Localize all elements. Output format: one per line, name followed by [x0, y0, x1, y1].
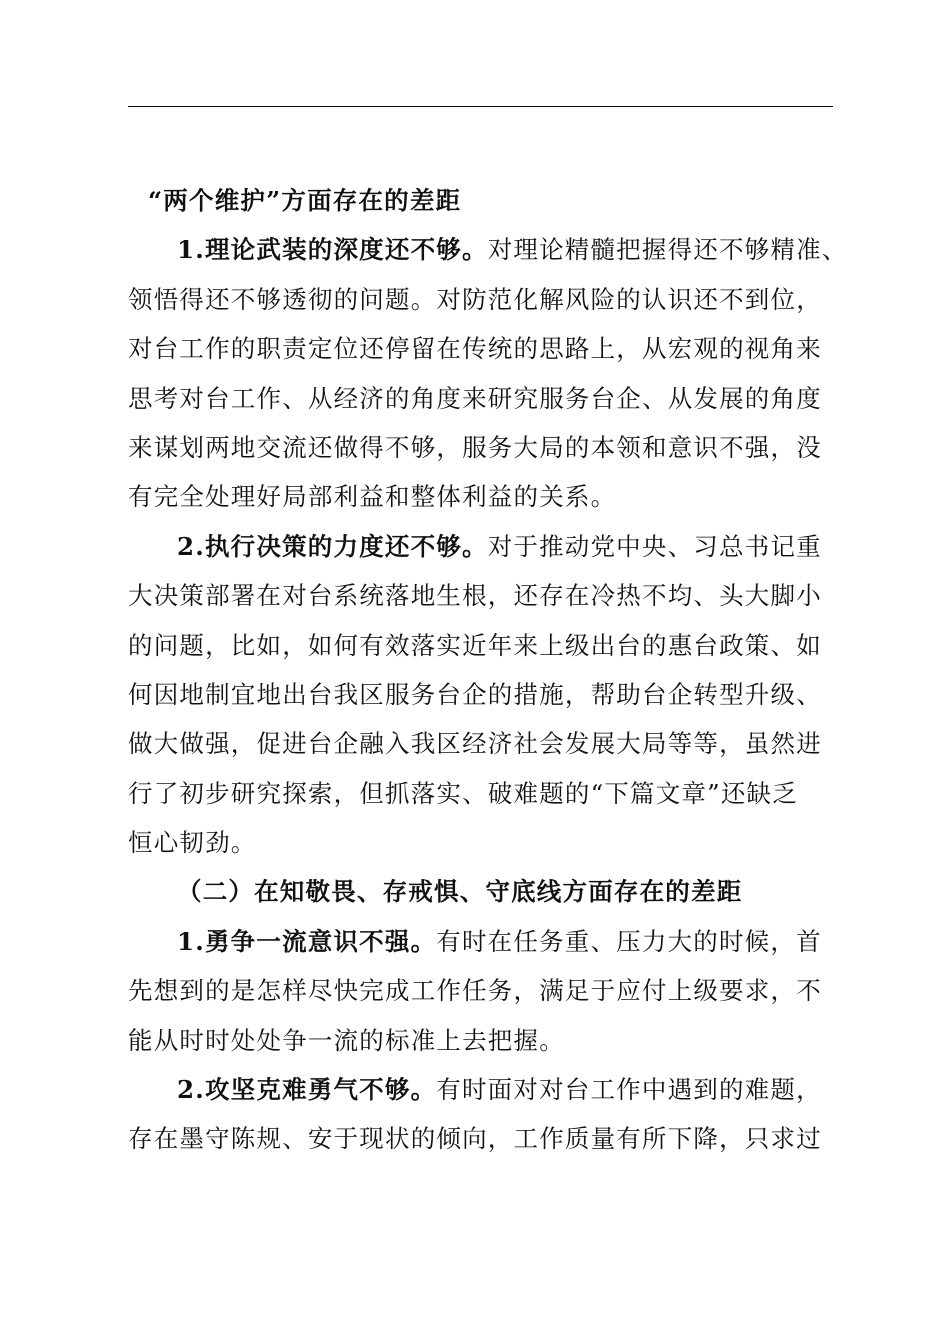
para1-lead: 1.理论武装的深度还不够。 — [177, 235, 488, 265]
document-body — [128, 176, 848, 1164]
header-rule — [128, 106, 833, 107]
para2-line-7: 恒心韧劲。 — [128, 828, 257, 858]
para2-line-4: 何因地制宜地出台我区服务台企的措施，帮助台企转型升级、 — [128, 679, 822, 709]
para2-line-3: 的问题，比如，如何有效落实近年来上级出台的惠台政策、如 — [128, 630, 822, 660]
para1-line-2: 领悟得还不够透彻的问题。对防范化解风险的认识还不到位， — [128, 284, 822, 314]
section1-heading: “两个维护”方面存在的差距 — [148, 186, 462, 215]
para1-line-6: 有完全处理好局部利益和整体利益的关系。 — [128, 482, 617, 512]
para3-line-3: 能从时时处处争一流的标准上去把握。 — [128, 1025, 565, 1055]
para3-lead: 1.勇争一流意识不强。 — [177, 926, 437, 956]
para4-line-1 — [128, 1065, 833, 1114]
para4-lead: 2.攻坚克难勇气不够。 — [177, 1075, 437, 1105]
para2-line-1 — [128, 522, 833, 571]
para3-line-1 — [128, 917, 833, 966]
para1-line-5: 来谋划两地交流还做得不够，服务大局的本领和意识不强，没 — [128, 432, 822, 462]
para4-line1-text: 有时面对对台工作中遇到的难题， — [436, 1075, 822, 1105]
section2-heading: （二）在知敬畏、存戒惧、守底线方面存在的差距 — [177, 877, 743, 907]
para2-line-2: 大决策部署在对台系统落地生根，还存在冷热不均、头大脚小 — [128, 581, 822, 611]
para2-lead: 2.执行决策的力度还不够。 — [177, 531, 488, 561]
para3-line1-text: 有时在任务重、压力大的时候，首 — [436, 926, 822, 956]
para1-line-3: 对台工作的职责定位还停留在传统的思路上，从宏观的视角来 — [128, 334, 822, 364]
para2-line-5: 做大做强，促进台企融入我区经济社会发展大局等等，虽然进 — [128, 729, 822, 759]
para2-line1-text: 对于推动党中央、习总书记重 — [487, 531, 822, 561]
para3-line-2: 先想到的是怎样尽快完成工作任务，满足于应付上级要求，不 — [128, 976, 822, 1006]
para1-line1-text: 对理论精髓把握得还不够精准、 — [487, 235, 848, 265]
para4-line-2: 存在墨守陈规、安于现状的倾向，工作质量有所下降，只求过 — [128, 1124, 822, 1154]
para1-line-4: 思考对台工作、从经济的角度来研究服务台企、从发展的角度 — [128, 383, 822, 413]
para2-line-6: 行了初步研究探索，但抓落实、破难题的“下篇文章”还缺乏 — [128, 778, 798, 808]
para1-line-1 — [128, 225, 848, 274]
